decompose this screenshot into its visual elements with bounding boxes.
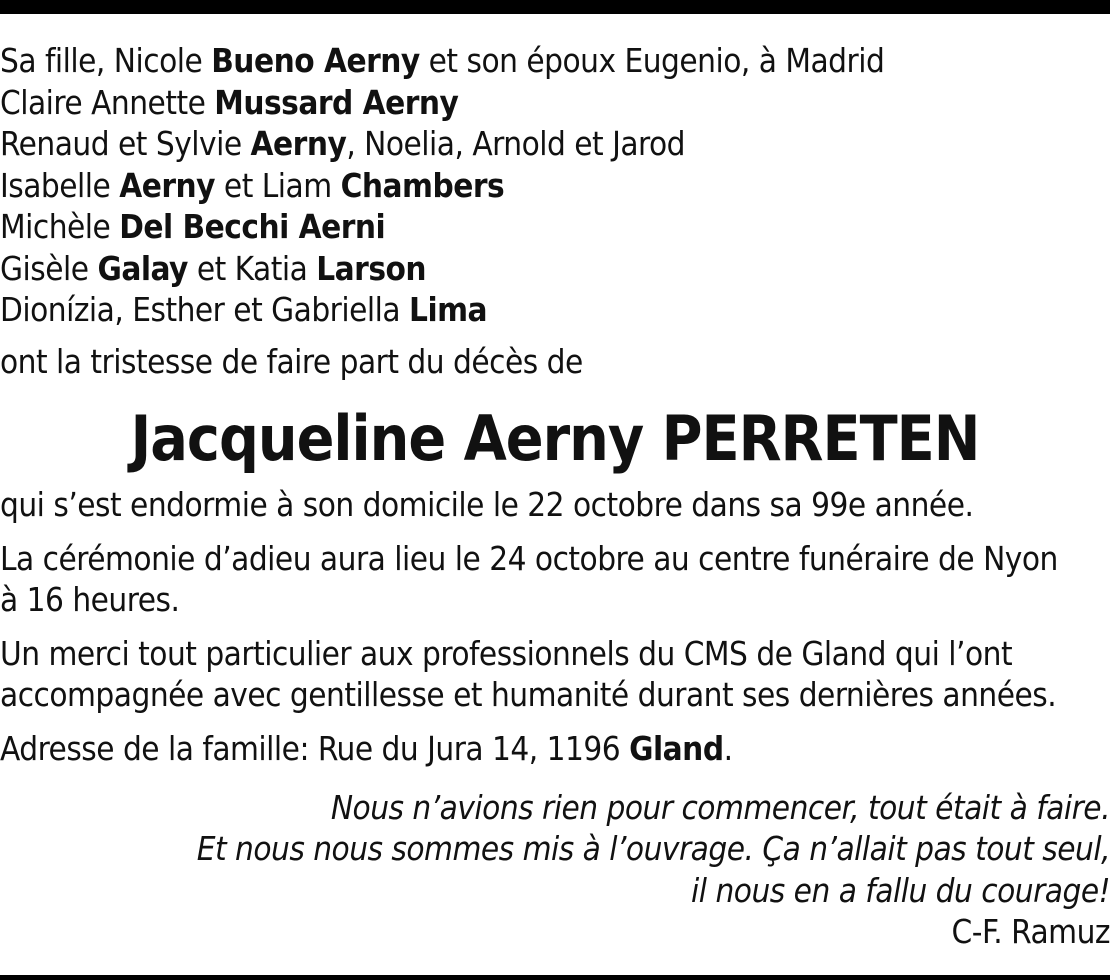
family-line-2	[0, 82, 1110, 124]
family-surname: Bueno Aerny	[211, 41, 420, 80]
family-surname: Aerny	[250, 124, 347, 163]
intro-text: ont la tristesse de faire part du décès de	[0, 341, 583, 381]
family-extra: , Noelia, Arnold et Jarod	[346, 124, 686, 163]
passing-text: qui s’est endormie à son domicile le 22 octobre dans sa 99e année.	[0, 484, 974, 524]
quote-line-1: Nous n’avions rien pour commencer, tout était à faire.	[330, 787, 1110, 827]
quote-line-2: Et nous nous sommes mis à l’ouvrage. Ça n’allait pas tout seul,	[196, 829, 1110, 868]
obituary-notice	[0, 40, 1110, 953]
family-surname: Aerny	[119, 165, 215, 205]
family-surname-2: Chambers	[340, 165, 505, 205]
family-surname: Lima	[409, 290, 488, 329]
bottom-border-rule	[0, 975, 1110, 980]
family-given-names: Sa fille, Nicole	[0, 41, 212, 80]
family-given-names: Claire Annette	[0, 82, 215, 122]
ceremony-line-1: La cérémonie d’adieu aura lieu le 24 octobre au centre funéraire de Nyon	[0, 538, 1058, 578]
address-city: Gland	[629, 728, 724, 768]
family-line-6	[0, 248, 1110, 290]
family-surname: Galay	[97, 248, 188, 288]
family-given-names: Renaud et Sylvie	[0, 124, 251, 163]
family-given-names: Dionízia, Esther et Gabriella	[0, 290, 410, 329]
family-line-4	[0, 165, 1110, 207]
address-suffix: .	[723, 728, 733, 768]
thanks-line-1: Un merci tout particulier aux professionnels du CMS de Gland qui l’ont	[0, 633, 1013, 673]
family-list	[0, 40, 1110, 331]
family-line-3	[0, 123, 1110, 165]
address-text: Adresse de la famille: Rue du Jura 14, 1196	[0, 728, 630, 768]
family-line-7	[0, 289, 1110, 331]
deceased-name: Jacqueline Aerny PERRETEN	[130, 401, 980, 475]
family-extra: et Katia	[187, 248, 317, 288]
family-given-names: Gisèle	[0, 248, 98, 288]
quote-author: C-F. Ramuz	[951, 912, 1110, 951]
family-address	[0, 728, 1110, 769]
family-line-5	[0, 206, 1110, 248]
ceremony-line-2: à 16 heures.	[0, 579, 180, 619]
family-given-names: Isabelle	[0, 165, 120, 205]
family-surname: Mussard Aerny	[214, 82, 459, 122]
family-extra: et Liam	[215, 165, 341, 205]
top-border-rule	[0, 0, 1110, 14]
thanks-line-2: accompagnée avec gentillesse et humanité durant ses dernières années.	[0, 674, 1057, 714]
thanks-text	[0, 633, 1110, 715]
closing-quote	[0, 787, 1110, 912]
ceremony-text	[0, 538, 1110, 620]
family-given-names: Michèle	[0, 207, 120, 246]
family-extra: et son époux Eugenio, à Madrid	[419, 41, 885, 80]
family-surname: Del Becchi Aerni	[119, 207, 386, 246]
family-line-1	[0, 40, 1110, 82]
family-surname-2: Larson	[316, 248, 427, 288]
quote-line-3: il nous en a fallu du courage!	[691, 870, 1110, 910]
